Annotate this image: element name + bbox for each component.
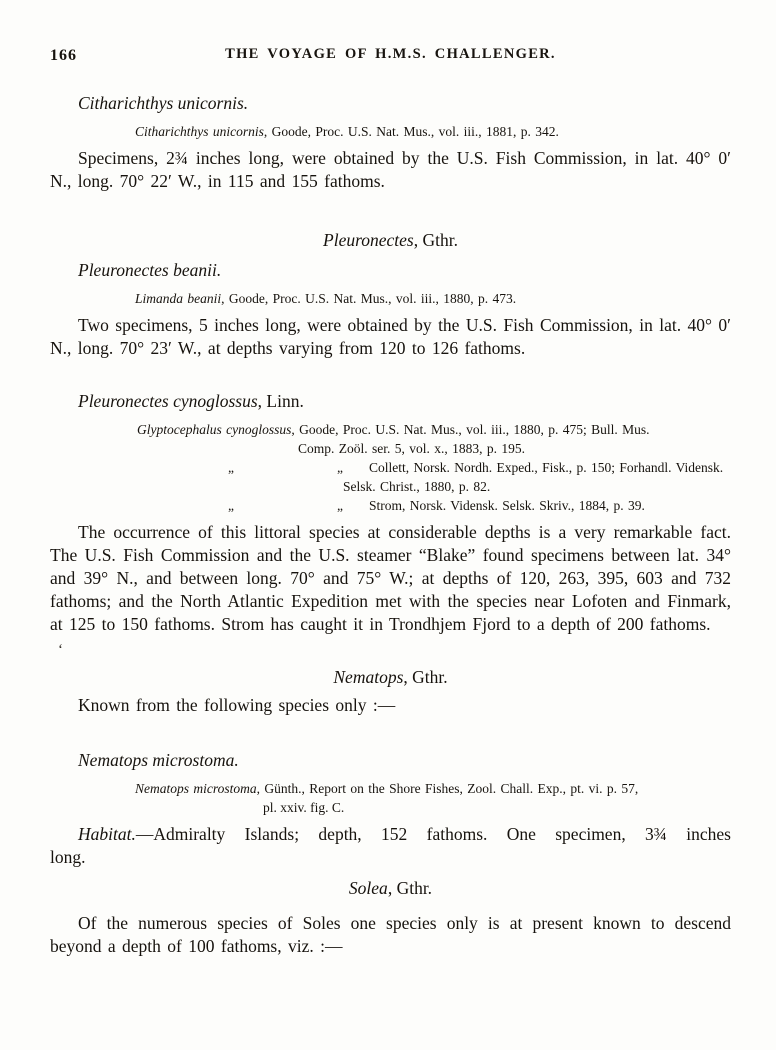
- species-name: Nematops microstoma.: [78, 750, 239, 770]
- citation-block-cynoglossus: [50, 420, 731, 515]
- habitat-label: Habitat.: [78, 824, 136, 844]
- text-block: [50, 0, 731, 958]
- species-name: Pleuronectes cynoglossus: [78, 391, 258, 411]
- citation-reference: , Günth., Report on the Shore Fishes, Zool. Chall. Exp., pt. vi. p. 57,: [256, 781, 639, 796]
- citation-line: [50, 496, 731, 515]
- page-number: 166: [50, 47, 77, 64]
- running-header: [50, 46, 731, 66]
- paragraph-habitat: [50, 823, 731, 869]
- genus-name: Pleuronectes: [323, 230, 414, 250]
- species-heading-pleuronectes-cynoglossus: [50, 390, 731, 412]
- citation-line: [50, 458, 731, 477]
- genus-name: Solea: [348, 878, 388, 898]
- citation-beanii: [50, 289, 731, 308]
- citation-reference: Collett, Norsk. Nordh. Exped., Fisk., p. 150; Forhandl. Vidensk.: [369, 460, 724, 475]
- ditto-mark: „: [228, 498, 234, 513]
- ink-smudge-mark: ‘: [58, 642, 63, 658]
- genus-author: , Gthr.: [387, 878, 433, 898]
- citation-species-name: Glyptocephalus cynoglossus: [137, 422, 292, 437]
- species-heading-citharichthys-unicornis: [50, 92, 731, 114]
- ditto-mark: „: [228, 460, 234, 475]
- citation-reference: , Goode, Proc. U.S. Nat. Mus., vol. iii., 1880, p. 473.: [221, 291, 517, 306]
- paragraph-nematops-intro: Known from the following species only :—: [78, 695, 396, 715]
- citation-line: [50, 420, 731, 439]
- citation-continuation: Comp. Zoöl. ser. 5, vol. x., 1883, p. 195.: [298, 441, 525, 456]
- ditto-mark: „: [337, 498, 343, 513]
- species-heading-pleuronectes-beanii: [50, 259, 731, 281]
- paragraph-citharichthys: Specimens, 2¾ inches long, were obtained by the U.S. Fish Commission, in lat. 40° 0′ N., long. 70° 22′ W., in 115 and 155 fathoms.: [50, 148, 731, 191]
- species-author: , Linn.: [257, 391, 304, 411]
- genus-heading-pleuronectes: [50, 229, 731, 251]
- citation-microstoma: [50, 779, 731, 798]
- citation-citharichthys: [50, 122, 731, 141]
- genus-name: Nematops: [333, 667, 404, 687]
- paragraph-solea: Of the numerous species of Soles one species only is at present known to descend beyond a depth of 100 fathoms, viz. :—: [50, 913, 731, 956]
- citation-species-name: Nematops microstoma: [135, 781, 257, 796]
- genus-heading-nematops: [50, 666, 731, 688]
- paragraph-beanii: Two specimens, 5 inches long, were obtained by the U.S. Fish Commission, in lat. 40° 0′ N., long. 70° 23′ W., at depths varying from 120 to 126 fathoms.: [50, 315, 731, 358]
- citation-reference: Strom, Norsk. Vidensk. Selsk. Skriv., 1884, p. 39.: [369, 498, 645, 513]
- genus-author: , Gthr.: [403, 667, 448, 687]
- citation-species-name: Citharichthys unicornis: [135, 124, 264, 139]
- citation-continuation: Selsk. Christ., 1880, p. 82.: [343, 479, 491, 494]
- running-title: THE VOYAGE OF H.M.S. CHALLENGER.: [225, 46, 556, 62]
- citation-reference: , Goode, Proc. U.S. Nat. Mus., vol. iii., 1881, p. 342.: [263, 124, 559, 139]
- species-name: Citharichthys unicornis.: [78, 93, 249, 113]
- paragraph-cynoglossus: The occurrence of this littoral species at considerable depths is a very remarkable fact. The U.S. Fish Commission and the U.S. steamer “Blake” found specimens between lat. 34° and 39° N., and between long. 70° and 75° W.; at depths of 120, 263, 395, 603 and 732 fathoms; and the North Atlantic Expedition met with the species near Lofoten and Finmark, at 125 to 150 fathoms. Strom has caught it in Trondhjem Fjord to a depth of 200 fathoms.: [50, 522, 731, 634]
- genus-author: , Gthr.: [413, 230, 458, 250]
- habitat-text: —Admiralty Islands; depth, 152 fathoms. One specimen, 3¾ inches long.: [50, 824, 731, 867]
- species-name: Pleuronectes beanii.: [78, 260, 222, 280]
- citation-continuation: pl. xxiv. fig. C.: [263, 800, 345, 815]
- genus-heading-solea: [50, 877, 731, 899]
- species-heading-nematops-microstoma: [50, 749, 731, 771]
- citation-reference: , Goode, Proc. U.S. Nat. Mus., vol. iii., 1880, p. 475; Bull. Mus.: [291, 422, 650, 437]
- ditto-mark: „: [337, 460, 343, 475]
- citation-species-name: Limanda beanii: [135, 291, 222, 306]
